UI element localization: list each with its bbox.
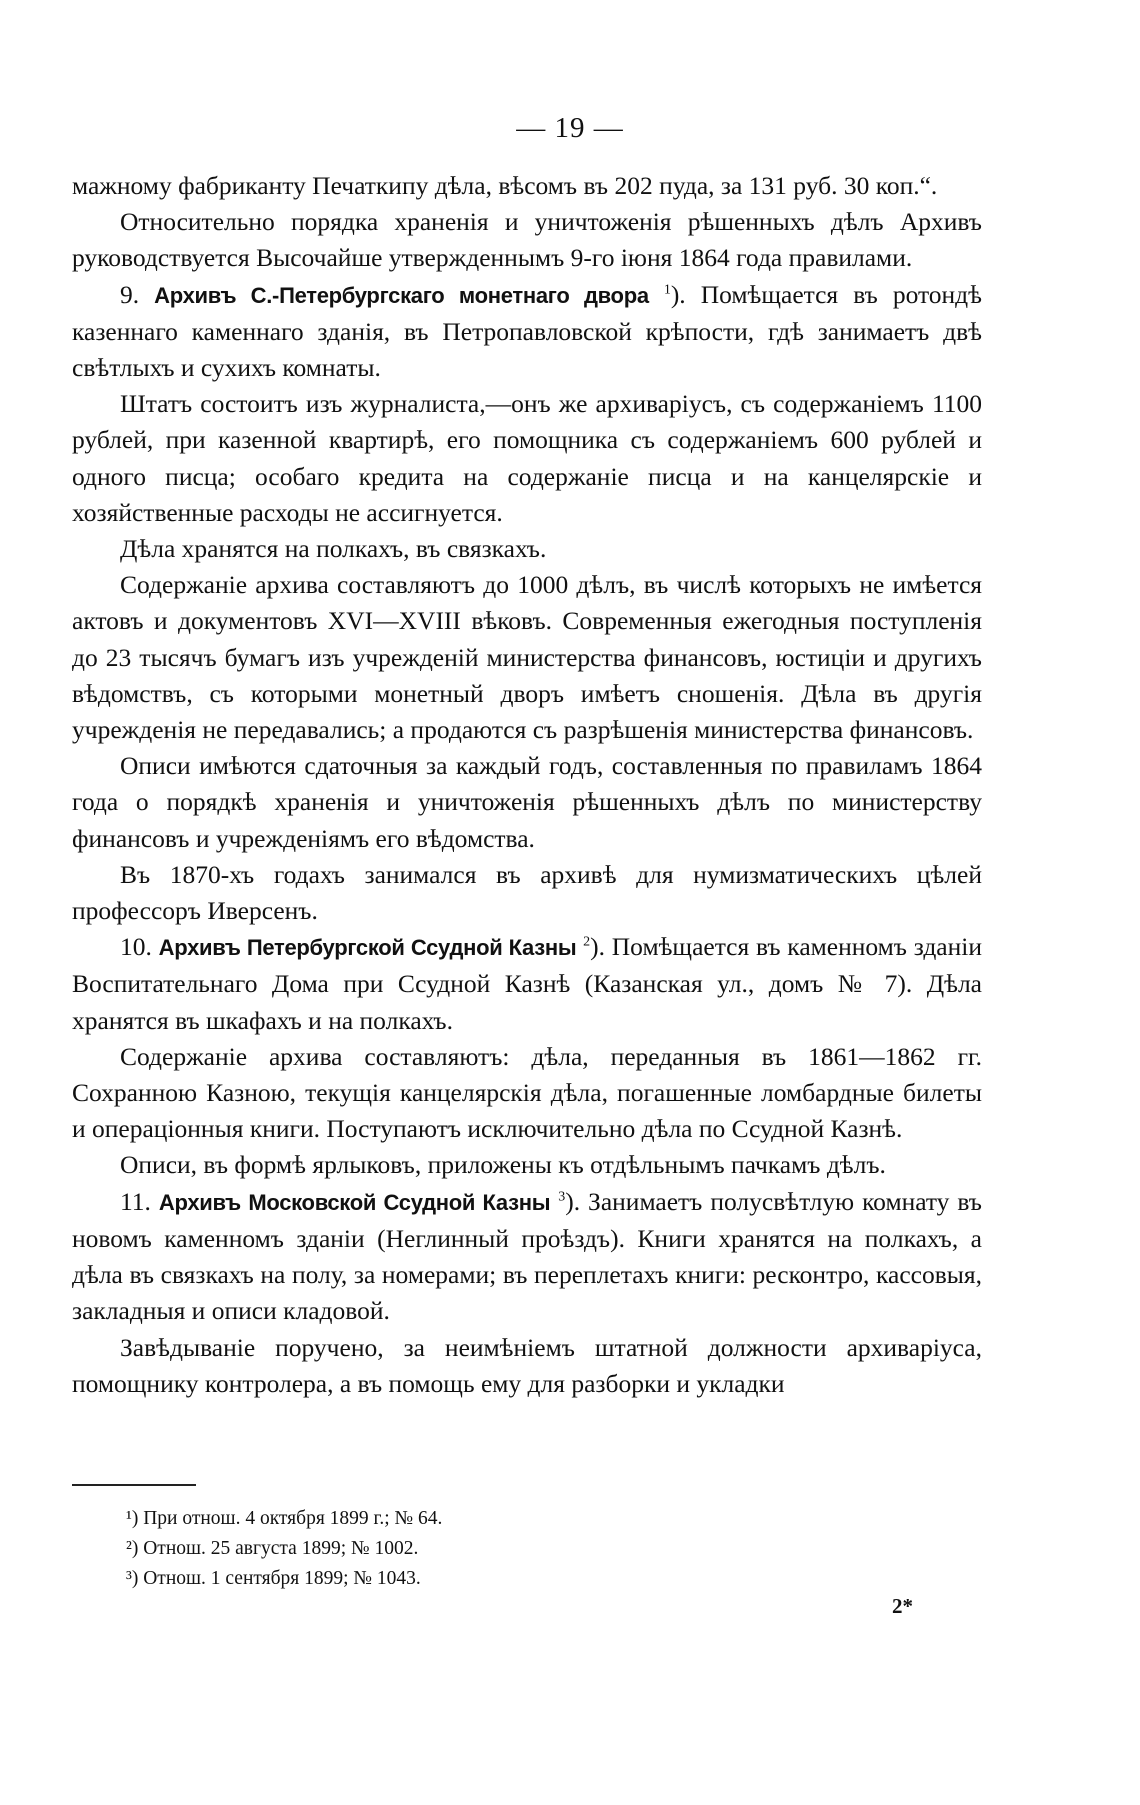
footnote-2 [126, 1534, 826, 1564]
footnote-3 [126, 1564, 826, 1594]
footnote-text: Отнош. 25 августа 1899; № 1002. [143, 1538, 419, 1559]
paragraph-2: Относительно порядка храненія и уничтоженія рѣшенныхъ дѣлъ Архивъ руководствуется Высочайше утвержденнымъ 9-го іюня 1864 года правилами. [72, 207, 982, 273]
signature-mark: 2* [892, 1594, 913, 1618]
paragraph-1: мажному фабриканту Печаткипу дѣла, вѣсомъ въ 202 пуда, за 131 руб. 30 коп.“. [72, 171, 938, 200]
footnote-mark: ¹) [126, 1508, 139, 1529]
paragraph-section-10 [72, 929, 982, 1039]
section-heading: Архивъ Петербургской Ссудной Казны [158, 935, 577, 961]
footnote-text: При отнош. 4 октября 1899 г.; № 64. [143, 1508, 443, 1529]
section-heading: Архивъ С.-Петербургскаго монетнаго двора [154, 282, 649, 308]
paragraph-4: Штатъ состоитъ изъ журналиста,—онъ же архиваріусъ, съ содержаніемъ 1100 рублей, при казенной квартирѣ, его помощника съ содержаніемъ 600 рублей и одного писца; особаго кредита на содержаніе писца и на канцелярскіе и хозяйственные расходы не ассигнуется. [72, 389, 982, 527]
paragraph-13: Завѣдываніе поручено, за неимѣніемъ штатной должности архиваріуса, помощнику контролера, а въ помощь ему для разборки и укладки [72, 1332, 982, 1398]
section-text: ). Помѣщается въ каменномъ зданіи Воспитательнаго Дома при Ссудной Казнѣ (Казанская ул., домъ № 7). Дѣла хранятся въ шкафахъ и на полкахъ. [72, 932, 983, 1035]
section-number: 11. [120, 1186, 151, 1216]
footnote-ref: 1 [663, 282, 671, 298]
paragraph-section-9 [72, 277, 982, 387]
paragraph-5: Дѣла хранятся на полкахъ, въ связкахъ. [120, 534, 547, 564]
footnote-ref: 3 [558, 1189, 566, 1205]
footnote-divider [72, 1484, 196, 1486]
footnote-text: Отнош. 1 сентября 1899; № 1043. [143, 1568, 421, 1589]
footnote-ref: 2 [583, 934, 591, 950]
body-text [72, 168, 982, 1402]
footnotes [126, 1504, 826, 1594]
paragraph-7: Описи имѣются сдаточныя за каждый годъ, составленныя по правиламъ 1864 года о порядкѣ храненія и уничтоженія рѣшенныхъ дѣлъ по министерству финансовъ и учрежденіямъ его вѣдомства. [72, 751, 982, 853]
page-number: — 19 — [516, 112, 624, 144]
section-text: ). Занимаетъ полусвѣтлую комнату въ новомъ каменномъ зданіи (Неглинный проѣздъ). Книги хранятся на полкахъ, а дѣла въ связкахъ на полу, за номерами; въ переплетахъ книги: ресконтро, кассовыя, закладныя и описи кладовой. [72, 1186, 982, 1326]
paragraph-10: Содержаніе архива составляютъ: дѣла, переданныя въ 1861—1862 гг. Сохранною Казною, текущія канцелярскія дѣла, погашенные ломбардные билеты и операціонныя книги. Поступаютъ исключительно дѣла по Ссудной Казнѣ. [72, 1041, 982, 1144]
footnote-1 [126, 1504, 826, 1534]
section-heading: Архивъ Московской Ссудной Казны [158, 1189, 551, 1215]
section-number: 10. [120, 932, 152, 962]
footnote-mark: ³) [126, 1568, 139, 1589]
paragraph-8: Въ 1870-хъ годахъ занимался въ архивѣ для нумизматическихъ цѣлей профессоръ Иверсенъ. [72, 859, 982, 926]
section-number: 9. [120, 279, 140, 309]
paragraph-11: Описи, въ формѣ ярлыковъ, приложены къ отдѣльнымъ пачкамъ дѣлъ. [120, 1150, 886, 1180]
paragraph-6: Содержаніе архива составляютъ до 1000 дѣлъ, въ числѣ которыхъ не имѣется актовъ и документовъ XVI—XVIII вѣковъ. Современныя ежегодныя поступленія до 23 тысячъ бумагъ изъ учрежденій министерства финансовъ, юстиціи и другихъ вѣдомствъ, съ которыми монетный дворъ имѣетъ сношенія. Дѣла въ другія учрежденія не передавались; а продаются съ разрѣшенія министерства финансовъ. [72, 570, 982, 745]
paragraph-section-11 [72, 1184, 982, 1330]
section-text: ). Помѣщается въ ротондѣ казеннаго каменнаго зданія, въ Петропавловской крѣпости, гдѣ занимаетъ двѣ свѣтлыхъ и сухихъ комнаты. [72, 279, 983, 383]
footnote-mark: ²) [126, 1538, 139, 1559]
